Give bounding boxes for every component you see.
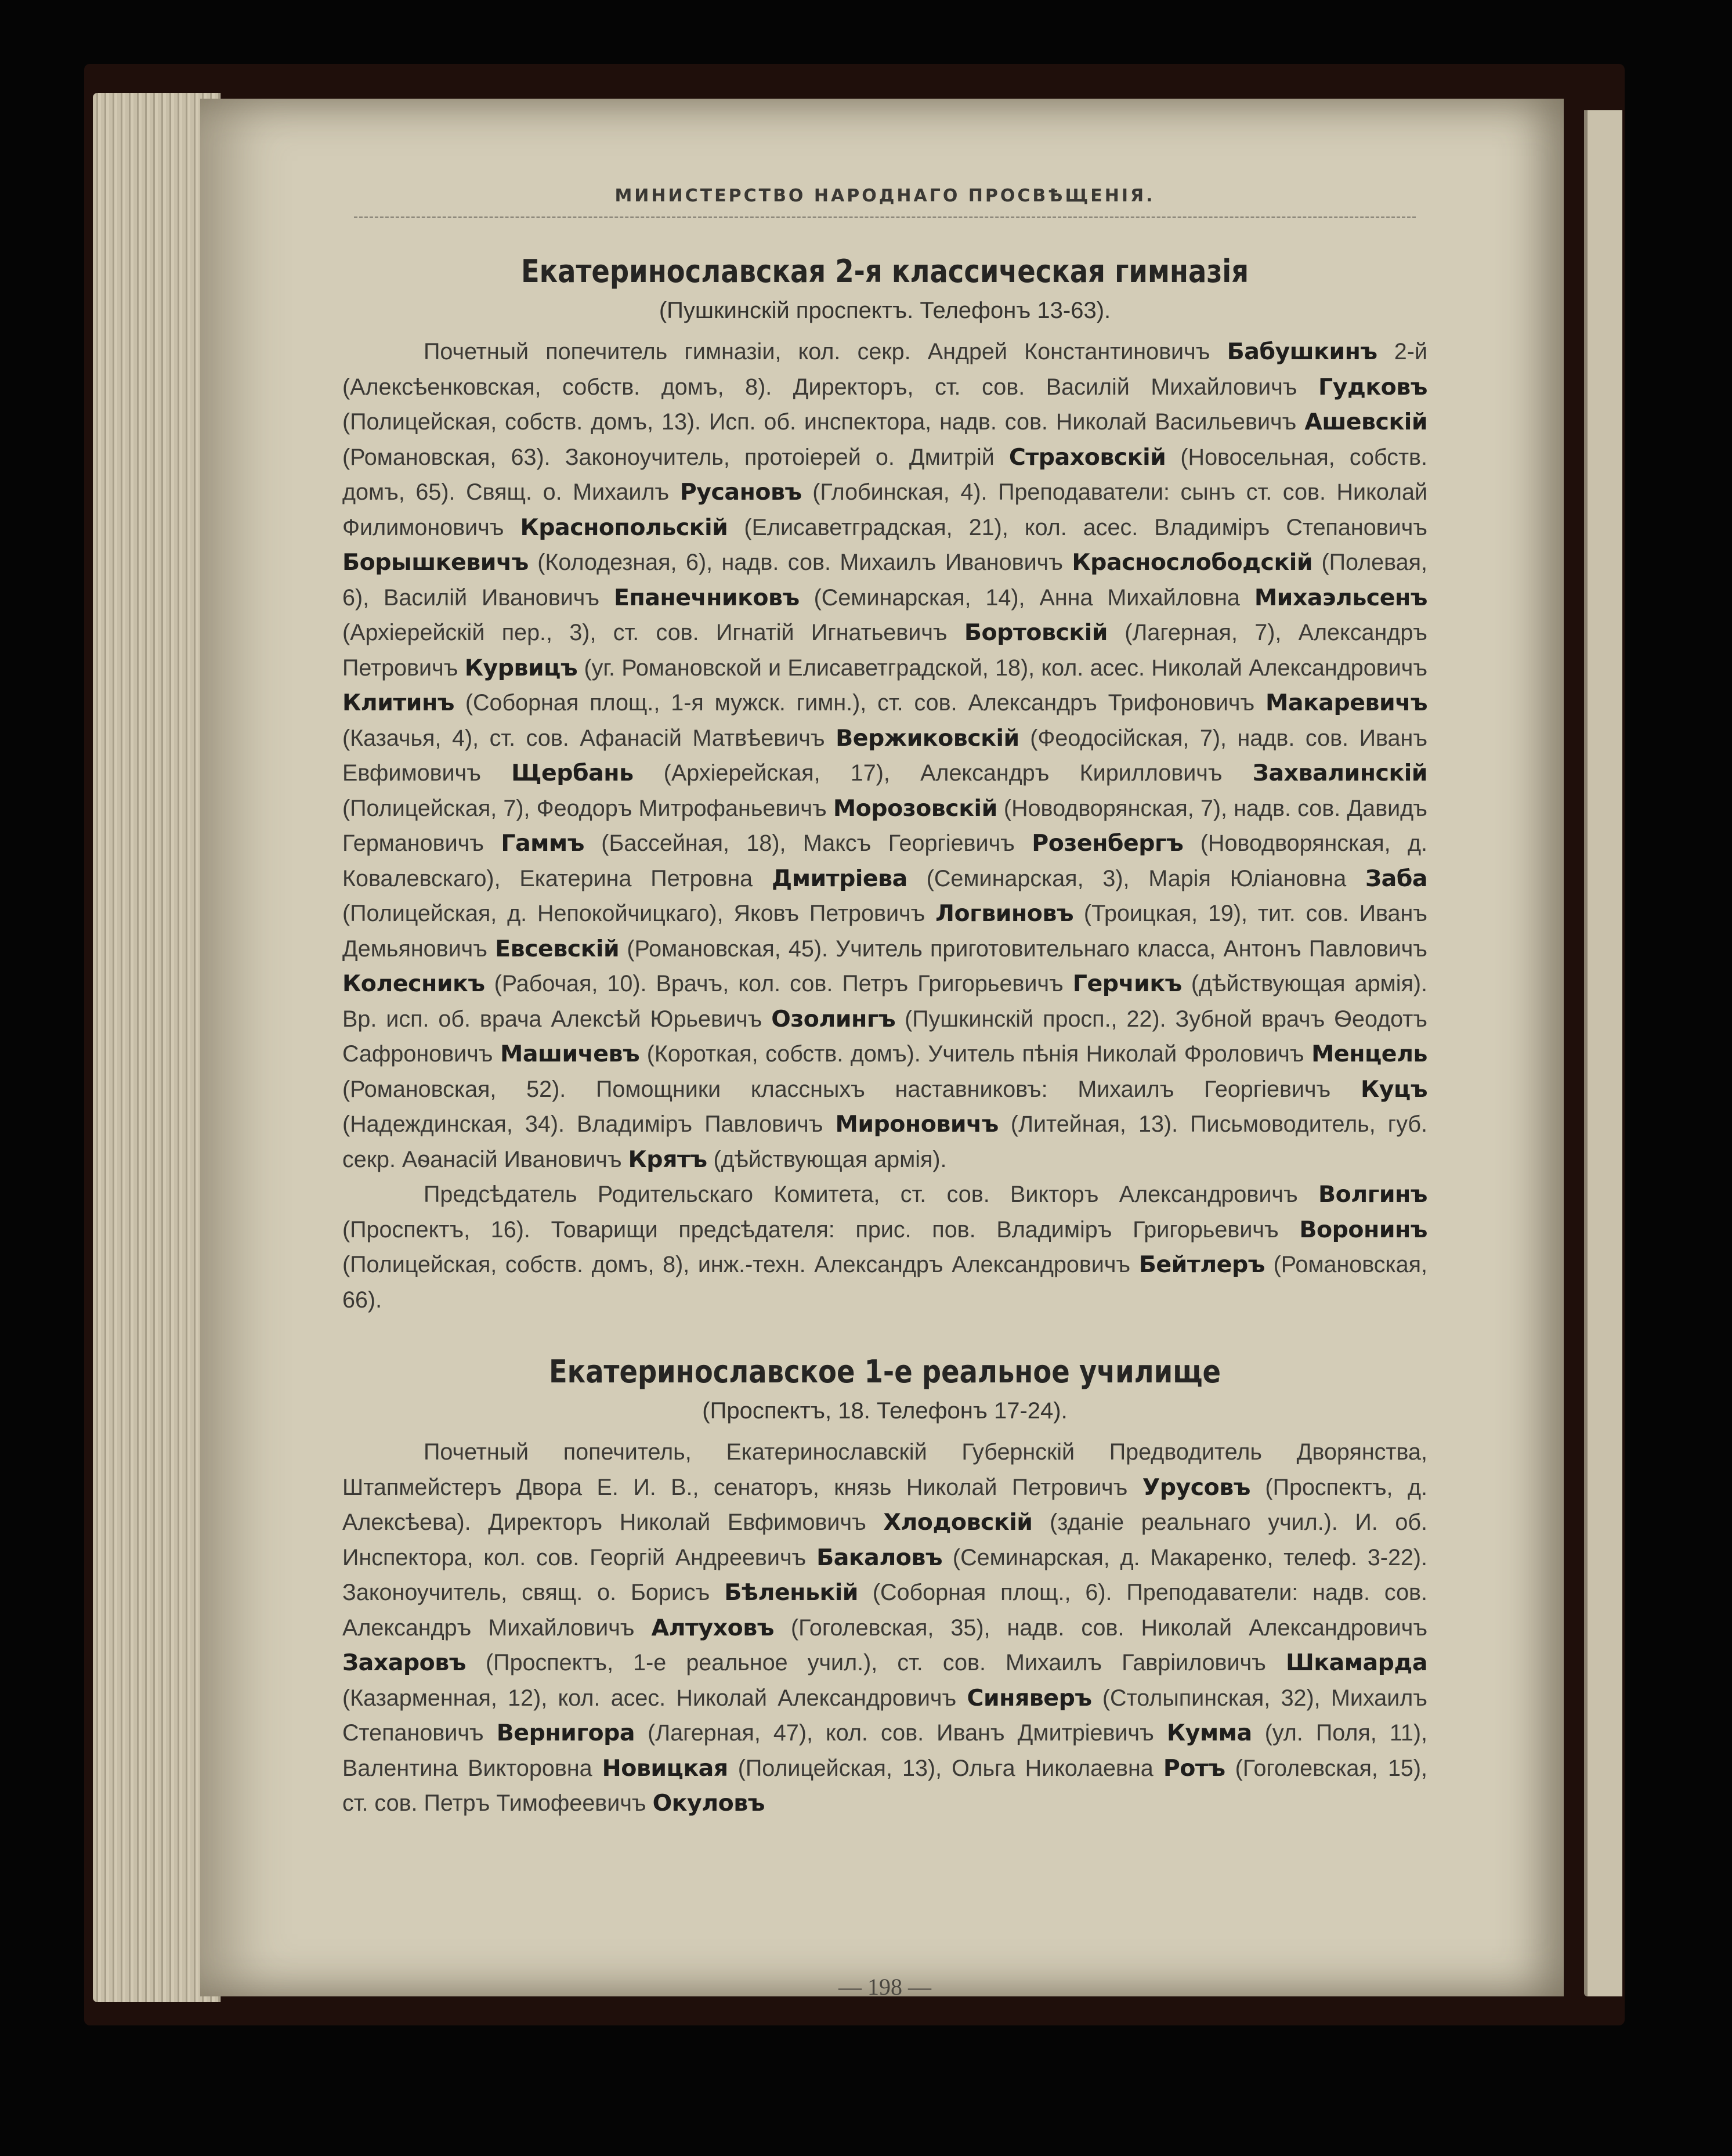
person-surname: Ашевскій	[1304, 409, 1427, 435]
text-run: (Семинарская, 14), Анна Михайловна	[799, 584, 1254, 611]
text-run: (Лагерная, 47), кол. сов. Иванъ Дмитріевичъ	[635, 1720, 1167, 1746]
person-surname: Епанечниковъ	[613, 584, 800, 611]
person-surname: Воронинъ	[1299, 1216, 1427, 1243]
person-surname: Захвалинскій	[1252, 760, 1427, 786]
person-surname: Алтуховъ	[651, 1614, 774, 1641]
text-run: (Полицейская, д. Непокойчицкаго), Яковъ Петровичъ	[342, 901, 936, 926]
text-run: (Новодворянская, д. Ковалевскаго), Екатерина Петровна	[342, 830, 1427, 891]
person-surname: Михаэльсенъ	[1254, 584, 1427, 611]
person-surname: Куцъ	[1361, 1075, 1427, 1103]
text-run: (Колодезная, 6), надв. сов. Михаилъ Ивановичъ	[528, 550, 1072, 575]
text-run: (Литейная, 13). Письмоводитель, губ. секр. Аѳанасій Ивановичъ	[342, 1111, 1427, 1172]
person-surname: Машичевъ	[500, 1041, 640, 1067]
text-run: (Казачья, 4), ст. сов. Афанасій Матвѣевичъ	[342, 725, 836, 751]
text-run: (Короткая, собств. домъ). Учитель пѣнія Николай Фроловичъ	[639, 1041, 1312, 1067]
person-surname: Мироновичъ	[835, 1111, 999, 1137]
section-gap	[342, 1317, 1427, 1338]
person-surname: Новицкая	[602, 1754, 728, 1782]
person-surname: Страховскій	[1008, 443, 1166, 471]
text-run: Почетный попечитель гимназіи, кол. секр. Андрей Константиновичъ	[424, 339, 1227, 364]
person-surname: Ротъ	[1163, 1754, 1225, 1782]
person-surname: Гудковъ	[1318, 373, 1427, 400]
header-rule	[354, 211, 1416, 218]
text-run: (Полицейская, собств. домъ, 8), инж.-техн. Александръ Александровичъ	[342, 1252, 1139, 1277]
person-surname: Гаммъ	[501, 830, 584, 857]
paragraph-committee-gymnasium	[342, 1177, 1427, 1317]
person-surname: Колесникъ	[342, 970, 485, 997]
book-page	[200, 99, 1564, 2000]
person-surname: Герчикъ	[1072, 970, 1182, 997]
text-run: Предсѣдатель Родительскаго Комитета, ст. сов. Викторъ Александровичъ	[424, 1182, 1319, 1207]
text-run: (Проспектъ, д. Алексѣева). Директоръ Николай Евфимовичъ	[342, 1474, 1427, 1535]
person-surname: Захаровъ	[342, 1649, 466, 1676]
text-run: (зданіе реальнаго учил.). И. об. Инспектора, кол. сов. Георгій Андреевичъ	[342, 1509, 1427, 1570]
person-surname: Бортовскій	[964, 619, 1108, 646]
text-run: (Проспектъ, 16). Товарищи предсѣдателя: прис. пов. Владиміръ Григорьевичъ	[342, 1216, 1300, 1243]
text-run: (Полевая, 6), Василій Ивановичъ	[342, 550, 1428, 611]
text-run: (Соборная площ., 1-я мужск. гимн.), ст. сов. Александръ Трифоновичъ	[454, 690, 1266, 716]
person-surname: Макаревичъ	[1265, 689, 1427, 716]
person-surname: Розенбергъ	[1032, 830, 1184, 857]
text-run: (Полицейская, 7), Феодоръ Митрофаньевичъ	[342, 795, 833, 821]
page-content	[342, 174, 1428, 2000]
text-run: (Романовская, 66).	[342, 1252, 1427, 1313]
paragraph-staff-gymnasium	[342, 334, 1427, 1177]
text-run: (дѣйствующая армія). Вр. исп. об. врача Алексѣй Юрьевичъ	[342, 971, 1427, 1032]
text-run: (Рабочая, 10). Врачъ, кол. сов. Петръ Григорьевичъ	[484, 971, 1073, 996]
text-run: (Лагерная, 7), Александръ Петровичъ	[342, 620, 1427, 681]
person-surname: Бабушкинъ	[1227, 338, 1377, 365]
text-run: (Гоголевская, 15), ст. сов. Петръ Тимофеевичъ	[342, 1755, 1428, 1816]
text-run: (Столыпинская, 32), Михаилъ Степановичъ	[342, 1685, 1427, 1746]
text-run: (Елисаветградская, 21), кол. асес. Владиміръ Степановичъ	[728, 514, 1427, 540]
text-run: (Архіерейская, 17), Александръ Кирилловичъ	[633, 760, 1253, 786]
person-surname: Курвицъ	[464, 654, 578, 681]
text-run: (Гоголевская, 35), надв. сов. Николай Александровичъ	[773, 1615, 1428, 1641]
text-run: (Проспектъ, 1-е реальное учил.), ст. сов. Михаилъ Гавріиловичъ	[465, 1650, 1286, 1675]
person-surname: Краснопольскій	[520, 514, 728, 541]
person-surname: Вержиковскій	[836, 724, 1019, 752]
text-run: (Надеждинская, 34). Владиміръ Павловичъ	[342, 1111, 836, 1137]
person-surname: Волгинъ	[1318, 1181, 1427, 1208]
text-run: 2-й (Алексѣенковская, собств. домъ, 8). Директоръ, ст. сов. Василій Михайловичъ	[342, 339, 1427, 400]
text-run: (Пушкинскій просп., 22). Зубной врачъ Ѳеодотъ Сафроновичъ	[342, 1006, 1427, 1067]
text-run: (Казарменная, 12), кол. асес. Николай Александровичъ	[342, 1685, 967, 1711]
text-run: (Бассейная, 18), Максъ Георгіевичъ	[584, 830, 1032, 856]
section-address-gymnasium: (Пушкинскій проспектъ. Телефонъ 13-63).	[659, 298, 1111, 323]
text-run: (Семинарская, д. Макаренко, телеф. 3-22). Законоучитель, свящ. о. Борисъ	[342, 1544, 1428, 1605]
person-surname: Вернигора	[496, 1720, 635, 1746]
person-surname: Дмитріева	[772, 865, 907, 892]
person-surname: Морозовскій	[833, 794, 997, 822]
text-run: (дѣйствующая армія).	[707, 1146, 947, 1172]
text-run: (Новодворянская, 7), надв. сов. Давидъ Германовичъ	[342, 795, 1427, 856]
text-run: (Глобинская, 4). Преподаватели: сынъ ст. сов. Николай Филимоновичъ	[342, 479, 1428, 540]
person-surname: Щербань	[511, 760, 634, 786]
person-surname: Шкамарда	[1285, 1649, 1427, 1676]
person-surname: Бѣленькій	[724, 1579, 858, 1606]
person-surname: Русановъ	[679, 479, 802, 505]
running-head: МИНИСТЕРСТВО НАРОДНАГО ПРОСВѢЩЕНІЯ.	[614, 186, 1155, 206]
person-surname: Кумма	[1166, 1720, 1252, 1746]
person-surname: Евсевскій	[495, 935, 620, 962]
section-address-real-school: (Проспектъ, 18. Телефонъ 17-24).	[702, 1398, 1068, 1424]
text-run: (Романовская, 63). Законоучитель, протоіерей о. Дмитрій	[342, 444, 1009, 470]
person-surname: Крятъ	[628, 1146, 707, 1173]
text-run: (ул. Поля, 11), Валентина Викторовна	[342, 1720, 1427, 1781]
text-run: (Романовская, 45). Учитель приготовительнаго класса, Антонъ Павловичъ	[619, 936, 1427, 962]
person-surname: Окуловъ	[652, 1790, 765, 1816]
person-surname: Урусовъ	[1142, 1474, 1250, 1501]
next-page-edge	[1584, 110, 1622, 1996]
text-run: (уг. Романовской и Елисаветградской, 18), кол. асес. Николай Александровичъ	[577, 655, 1428, 681]
text-run: (Полицейская, собств. домъ, 13). Исп. об. инспектора, надв. сов. Николай Васильевичъ	[342, 409, 1305, 435]
person-surname: Борышкевичъ	[342, 549, 529, 576]
text-run: Почетный попечитель, Екатеринославскій Губернскій Предводитель Дворянства, Штапмейстеръ Двора Е. И. В., сенаторъ, князь Николай Петровичъ	[342, 1439, 1427, 1500]
person-surname: Бакаловъ	[816, 1544, 943, 1571]
text-run: (Соборная площ., 6). Преподаватели: надв. сов. Александръ Михайловичъ	[342, 1580, 1428, 1641]
section-title-gymnasium: Екатеринославская 2-я классическая гимназія	[520, 253, 1249, 290]
section-title-real-school: Екатеринославское 1-е реальное училище	[548, 1353, 1221, 1390]
person-surname: Клитинъ	[342, 689, 454, 716]
person-surname: Краснослободскій	[1072, 549, 1312, 576]
person-surname: Заба	[1365, 865, 1427, 892]
person-surname: Хлодовскій	[883, 1509, 1033, 1536]
paragraph-staff-real-school	[342, 1435, 1427, 1821]
person-surname: Озолингъ	[771, 1005, 896, 1032]
person-surname: Бейтлеръ	[1138, 1251, 1265, 1278]
text-run: (Троицкая, 19), тит. сов. Иванъ Демьяновичъ	[342, 901, 1427, 962]
text-run: (Новосельная, собств. домъ, 65). Свящ. о. Михаилъ	[342, 444, 1427, 505]
person-surname: Логвиновъ	[935, 900, 1074, 927]
person-surname: Менцель	[1311, 1041, 1427, 1067]
text-run: (Романовская, 52). Помощники классныхъ наставниковъ: Михаилъ Георгіевичъ	[342, 1076, 1361, 1102]
text-run: (Архіерейскій пер., 3), ст. сов. Игнатій Игнатьевичъ	[342, 620, 964, 645]
person-surname: Синяверъ	[967, 1684, 1092, 1711]
text-run: (Полицейская, 13), Ольга Николаевна	[728, 1755, 1163, 1781]
text-run: (Семинарская, 3), Марія Юліановна	[907, 865, 1366, 891]
page-number: — 198 —	[838, 1974, 931, 2000]
text-run: (Феодосійская, 7), надв. сов. Иванъ Евфимовичъ	[342, 725, 1428, 786]
